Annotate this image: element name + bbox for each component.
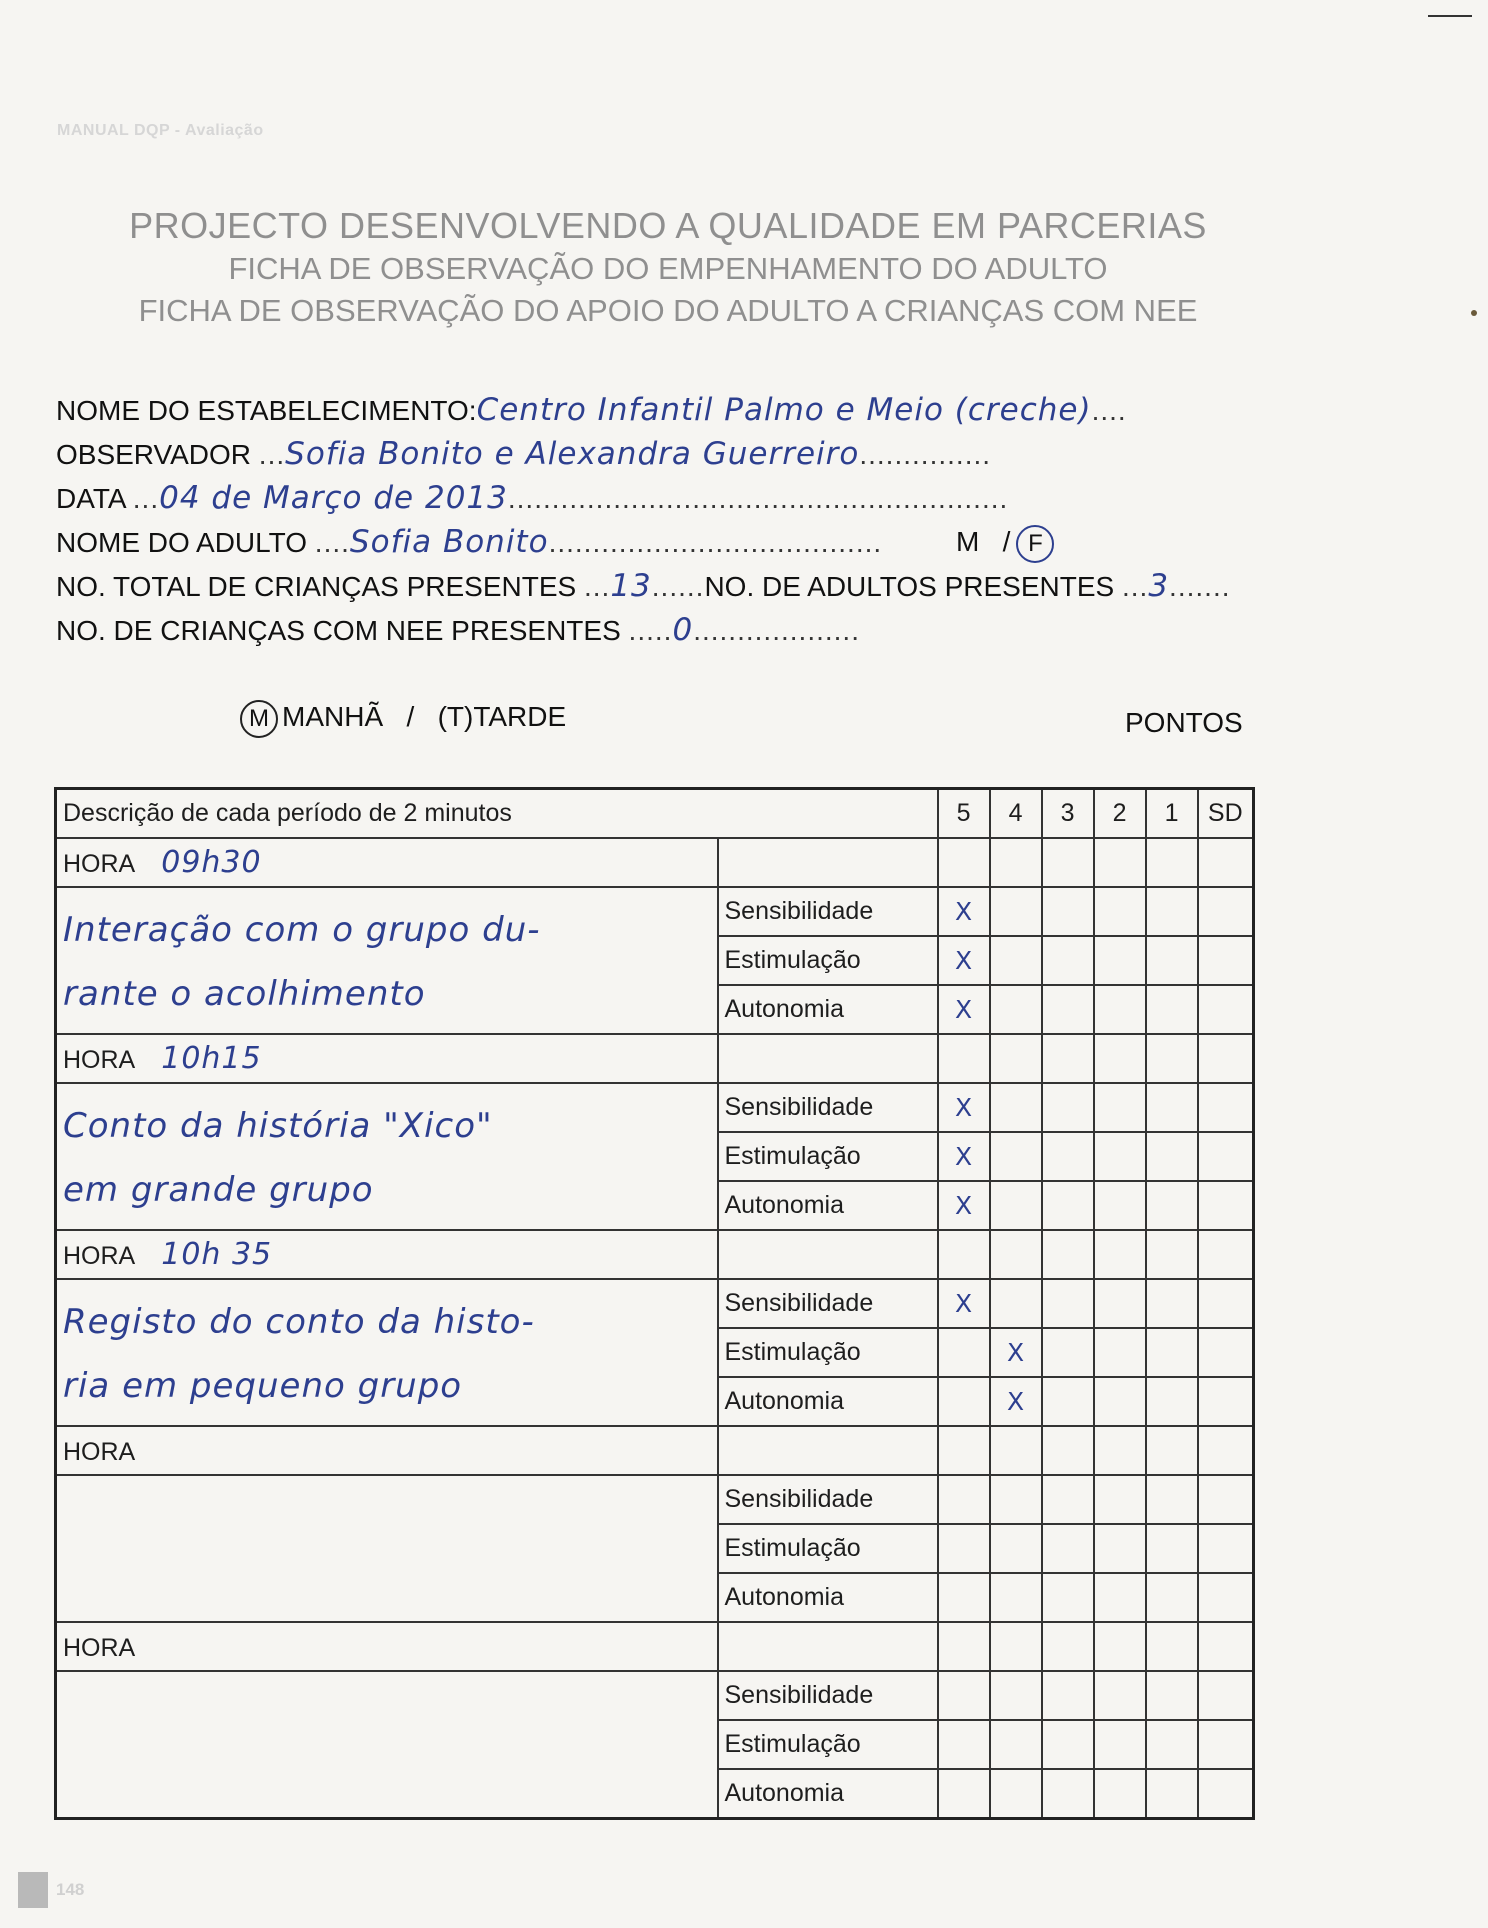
- nee-value: 0: [672, 612, 694, 648]
- score-mark: X: [990, 1328, 1042, 1377]
- description-cell: [56, 1671, 718, 1819]
- observation-table: [54, 787, 1255, 1820]
- score-cell: [938, 1720, 990, 1769]
- field-establishment: NOME DO ESTABELECIMENTO:Centro Infantil Palmo e Meio (creche)....: [56, 392, 1127, 428]
- score-cell: [1198, 985, 1254, 1034]
- adults-value: 3: [1148, 568, 1170, 604]
- observer-label: OBSERVADOR: [56, 439, 252, 470]
- score-mark: X: [938, 1181, 990, 1230]
- score-cell: [1094, 1132, 1146, 1181]
- score-cell: [1042, 1720, 1094, 1769]
- score-cell: [1094, 1720, 1146, 1769]
- hora-value: 09h30: [161, 845, 262, 880]
- hora-row: [56, 838, 1254, 887]
- description-cell: [56, 887, 718, 1034]
- score-cell: [1146, 1671, 1198, 1720]
- score-cell: [1042, 1083, 1094, 1132]
- hora-cell: [56, 1034, 718, 1083]
- criterion-label: Autonomia: [718, 985, 938, 1034]
- score-cell: [1198, 887, 1254, 936]
- score-5: 5: [938, 789, 990, 839]
- field-observer: OBSERVADOR ...Sofia Bonito e Alexandra Guerreiro...............: [56, 436, 992, 472]
- manha-circled: M: [240, 700, 278, 738]
- description-line-2: rante o acolhimento: [63, 974, 426, 1014]
- score-cell: [938, 1377, 990, 1426]
- criterion-label: Sensibilidade: [718, 1671, 938, 1720]
- hora-label: HORA: [63, 850, 136, 878]
- score-cell: [990, 936, 1042, 985]
- score-cell: [1146, 1181, 1198, 1230]
- score-1: 1: [1146, 789, 1198, 839]
- score-cell: [1042, 1671, 1094, 1720]
- blank-score-cell: [1094, 838, 1146, 887]
- running-header: MANUAL DQP - Avaliação: [57, 122, 264, 139]
- score-cell: [1094, 887, 1146, 936]
- table-header-row: [56, 789, 1254, 839]
- blank-score-cell: [938, 1230, 990, 1279]
- score-cell: [1198, 1720, 1254, 1769]
- criterion-label: Autonomia: [718, 1377, 938, 1426]
- description-line-1: Conto da história "Xico": [63, 1106, 493, 1146]
- blank-score-cell: [938, 838, 990, 887]
- score-cell: [1146, 1573, 1198, 1622]
- hora-label: HORA: [63, 1438, 136, 1466]
- blank-score-cell: [1198, 1230, 1254, 1279]
- hora-value: 10h 35: [161, 1237, 273, 1272]
- criterion-label: Autonomia: [718, 1181, 938, 1230]
- hora-cell: [56, 1230, 718, 1279]
- criterion-row: [56, 1671, 1254, 1720]
- hora-cell: [56, 838, 718, 887]
- score-cell: [1146, 1524, 1198, 1573]
- score-cell: [1146, 985, 1198, 1034]
- score-mark: X: [938, 1279, 990, 1328]
- criterion-label: Sensibilidade: [718, 1475, 938, 1524]
- sex-f-circled: F: [1016, 525, 1054, 563]
- score-cell: [938, 1475, 990, 1524]
- establishment-label: NOME DO ESTABELECIMENTO:: [56, 395, 477, 426]
- score-sd: SD: [1198, 789, 1254, 839]
- field-children-count: NO. TOTAL DE CRIANÇAS PRESENTES ...13......NO. DE ADULTOS PRESENTES ...3.......: [56, 568, 1231, 604]
- score-2: 2: [1094, 789, 1146, 839]
- blank-score-cell: [1042, 1622, 1094, 1671]
- criterion-label: Autonomia: [718, 1573, 938, 1622]
- blank-score-cell: [990, 1622, 1042, 1671]
- criterion-label: Estimulação: [718, 1328, 938, 1377]
- blank-score-cell: [938, 1426, 990, 1475]
- score-cell: [1146, 1328, 1198, 1377]
- score-cell: [1198, 1475, 1254, 1524]
- criterion-label: Estimulação: [718, 1524, 938, 1573]
- hora-label: HORA: [63, 1242, 136, 1270]
- header-description: Descrição de cada período de 2 minutos: [56, 789, 938, 839]
- score-cell: [1094, 936, 1146, 985]
- score-cell: [990, 1720, 1042, 1769]
- adult-value: Sofia Bonito: [349, 524, 549, 560]
- score-cell: [1146, 1377, 1198, 1426]
- score-cell: [1094, 1475, 1146, 1524]
- children-label: NO. TOTAL DE CRIANÇAS PRESENTES: [56, 571, 577, 602]
- score-cell: [1094, 1769, 1146, 1819]
- score-cell: [990, 985, 1042, 1034]
- hora-row: [56, 1230, 1254, 1279]
- blank-score-cell: [1042, 1230, 1094, 1279]
- criterion-label: Estimulação: [718, 936, 938, 985]
- score-cell: [990, 1475, 1042, 1524]
- score-cell: [1146, 1475, 1198, 1524]
- score-cell: [1094, 1328, 1146, 1377]
- blank-score-cell: [1094, 1426, 1146, 1475]
- tarde-label: (T)TARDE: [437, 701, 567, 732]
- blank-score-cell: [1146, 1426, 1198, 1475]
- criterion-row: [56, 1279, 1254, 1328]
- field-adult: NOME DO ADULTO ....Sofia Bonito...................................... M / F: [56, 520, 1256, 564]
- form-title-engagement: FICHA DE OBSERVAÇÃO DO EMPENHAMENTO DO ADULTO: [228, 251, 1108, 286]
- criterion-label: Estimulação: [718, 1720, 938, 1769]
- hora-label: HORA: [63, 1634, 136, 1662]
- blank-score-cell: [1094, 1622, 1146, 1671]
- score-cell: [1042, 985, 1094, 1034]
- blank-score-cell: [938, 1622, 990, 1671]
- form-titles: [0, 205, 1336, 335]
- score-cell: [1198, 1181, 1254, 1230]
- sex-selector: [956, 520, 1054, 564]
- criterion-label: Autonomia: [718, 1769, 938, 1819]
- score-mark: X: [990, 1377, 1042, 1426]
- description-line-2: ria em pequeno grupo: [63, 1366, 463, 1406]
- blank-cell: [718, 1034, 938, 1083]
- score-cell: [990, 1181, 1042, 1230]
- score-cell: [990, 1671, 1042, 1720]
- description-line-1: Interação com o grupo du-: [63, 910, 541, 950]
- hora-cell: [56, 1426, 718, 1475]
- blank-score-cell: [1198, 838, 1254, 887]
- blank-score-cell: [990, 1230, 1042, 1279]
- score-cell: [990, 1083, 1042, 1132]
- score-mark: X: [938, 1083, 990, 1132]
- score-cell: [1042, 1377, 1094, 1426]
- score-mark: X: [938, 1132, 990, 1181]
- hora-row: [56, 1426, 1254, 1475]
- score-cell: [1198, 1328, 1254, 1377]
- score-cell: [1146, 1720, 1198, 1769]
- blank-score-cell: [1146, 1034, 1198, 1083]
- score-cell: [990, 1573, 1042, 1622]
- criterion-label: Estimulação: [718, 1132, 938, 1181]
- hora-cell: [56, 1622, 718, 1671]
- blank-cell: [718, 1622, 938, 1671]
- score-cell: [1094, 1181, 1146, 1230]
- score-mark: X: [938, 936, 990, 985]
- sex-m: M: [956, 526, 980, 557]
- hora-row: [56, 1034, 1254, 1083]
- blank-score-cell: [990, 838, 1042, 887]
- score-cell: [1094, 1377, 1146, 1426]
- score-cell: [1146, 936, 1198, 985]
- criterion-label: Sensibilidade: [718, 1083, 938, 1132]
- blank-score-cell: [1042, 1426, 1094, 1475]
- score-cell: [990, 887, 1042, 936]
- score-cell: [1198, 936, 1254, 985]
- score-cell: [1198, 1573, 1254, 1622]
- score-cell: [1042, 1524, 1094, 1573]
- blank-score-cell: [1146, 838, 1198, 887]
- criterion-row: [56, 887, 1254, 936]
- blank-cell: [718, 1230, 938, 1279]
- score-cell: [1094, 1083, 1146, 1132]
- score-cell: [938, 1524, 990, 1573]
- score-cell: [1198, 1279, 1254, 1328]
- score-mark: X: [938, 887, 990, 936]
- description-line-1: Registo do conto da histo-: [63, 1302, 535, 1342]
- score-cell: [1146, 1279, 1198, 1328]
- score-cell: [1146, 1083, 1198, 1132]
- score-cell: [1042, 1769, 1094, 1819]
- blank-score-cell: [990, 1034, 1042, 1083]
- date-value: 04 de Março de 2013: [159, 480, 508, 516]
- score-cell: [1198, 1524, 1254, 1573]
- description-cell: [56, 1279, 718, 1426]
- establishment-value: Centro Infantil Palmo e Meio (creche): [476, 392, 1092, 428]
- corner-rule: [1428, 15, 1472, 17]
- score-cell: [1198, 1671, 1254, 1720]
- period-selector: [240, 700, 566, 738]
- score-cell: [1198, 1377, 1254, 1426]
- blank-score-cell: [990, 1426, 1042, 1475]
- score-cell: [1042, 1181, 1094, 1230]
- score-cell: [1146, 1769, 1198, 1819]
- manha-label: MANHÃ: [282, 701, 384, 732]
- score-cell: [1042, 1279, 1094, 1328]
- score-cell: [1198, 1083, 1254, 1132]
- blank-score-cell: [1146, 1230, 1198, 1279]
- adults-label: NO. DE ADULTOS PRESENTES: [704, 571, 1115, 602]
- score-cell: [938, 1671, 990, 1720]
- blank-score-cell: [1198, 1426, 1254, 1475]
- blank-score-cell: [1198, 1622, 1254, 1671]
- score-cell: [990, 1132, 1042, 1181]
- field-date: DATA ...04 de Março de 2013.........................................................: [56, 480, 1009, 516]
- blank-score-cell: [1198, 1034, 1254, 1083]
- form-title-nee: FICHA DE OBSERVAÇÃO DO APOIO DO ADULTO A CRIANÇAS COM NEE: [138, 293, 1198, 328]
- description-cell: [56, 1475, 718, 1622]
- period-separator: /: [406, 701, 415, 732]
- score-cell: [1042, 1132, 1094, 1181]
- score-cell: [1146, 887, 1198, 936]
- hora-value: 10h15: [161, 1041, 262, 1076]
- scan-speck: [1471, 310, 1477, 316]
- score-cell: [990, 1524, 1042, 1573]
- score-cell: [1042, 936, 1094, 985]
- page-tab: [18, 1872, 48, 1908]
- project-title: PROJECTO DESENVOLVENDO A QUALIDADE EM PARCERIAS: [129, 205, 1207, 246]
- hora-row: [56, 1622, 1254, 1671]
- blank-score-cell: [938, 1034, 990, 1083]
- score-cell: [990, 1279, 1042, 1328]
- score-cell: [1094, 1573, 1146, 1622]
- criterion-label: Sensibilidade: [718, 887, 938, 936]
- hora-label: HORA: [63, 1046, 136, 1074]
- score-4: 4: [990, 789, 1042, 839]
- form-fields: [56, 388, 1256, 652]
- description-line-2: em grande grupo: [63, 1170, 374, 1210]
- score-mark: X: [938, 985, 990, 1034]
- score-3: 3: [1042, 789, 1094, 839]
- score-cell: [938, 1769, 990, 1819]
- criterion-row: [56, 1083, 1254, 1132]
- pontos-label: PONTOS: [1125, 707, 1243, 738]
- blank-score-cell: [1042, 1034, 1094, 1083]
- blank-cell: [718, 838, 938, 887]
- description-cell: [56, 1083, 718, 1230]
- field-nee-count: NO. DE CRIANÇAS COM NEE PRESENTES .....0...................: [56, 612, 860, 648]
- blank-cell: [718, 1426, 938, 1475]
- score-cell: [1094, 1279, 1146, 1328]
- criterion-label: Sensibilidade: [718, 1279, 938, 1328]
- blank-score-cell: [1146, 1622, 1198, 1671]
- nee-label: NO. DE CRIANÇAS COM NEE PRESENTES: [56, 615, 621, 646]
- page-number: 148: [56, 1880, 85, 1899]
- score-cell: [1042, 1328, 1094, 1377]
- score-cell: [1094, 985, 1146, 1034]
- score-cell: [1094, 1671, 1146, 1720]
- score-cell: [1094, 1524, 1146, 1573]
- score-cell: [1146, 1132, 1198, 1181]
- criterion-row: [56, 1475, 1254, 1524]
- score-cell: [1042, 1573, 1094, 1622]
- score-cell: [938, 1573, 990, 1622]
- score-cell: [1042, 887, 1094, 936]
- blank-score-cell: [1094, 1034, 1146, 1083]
- score-cell: [990, 1769, 1042, 1819]
- score-cell: [938, 1328, 990, 1377]
- children-value: 13: [610, 568, 652, 604]
- sex-separator: /: [1002, 526, 1011, 557]
- blank-score-cell: [1042, 838, 1094, 887]
- observer-value: Sofia Bonito e Alexandra Guerreiro: [285, 436, 860, 472]
- score-cell: [1042, 1475, 1094, 1524]
- adult-label: NOME DO ADULTO: [56, 527, 308, 558]
- score-cell: [1198, 1769, 1254, 1819]
- score-cell: [1198, 1132, 1254, 1181]
- date-label: DATA: [56, 483, 125, 514]
- blank-score-cell: [1094, 1230, 1146, 1279]
